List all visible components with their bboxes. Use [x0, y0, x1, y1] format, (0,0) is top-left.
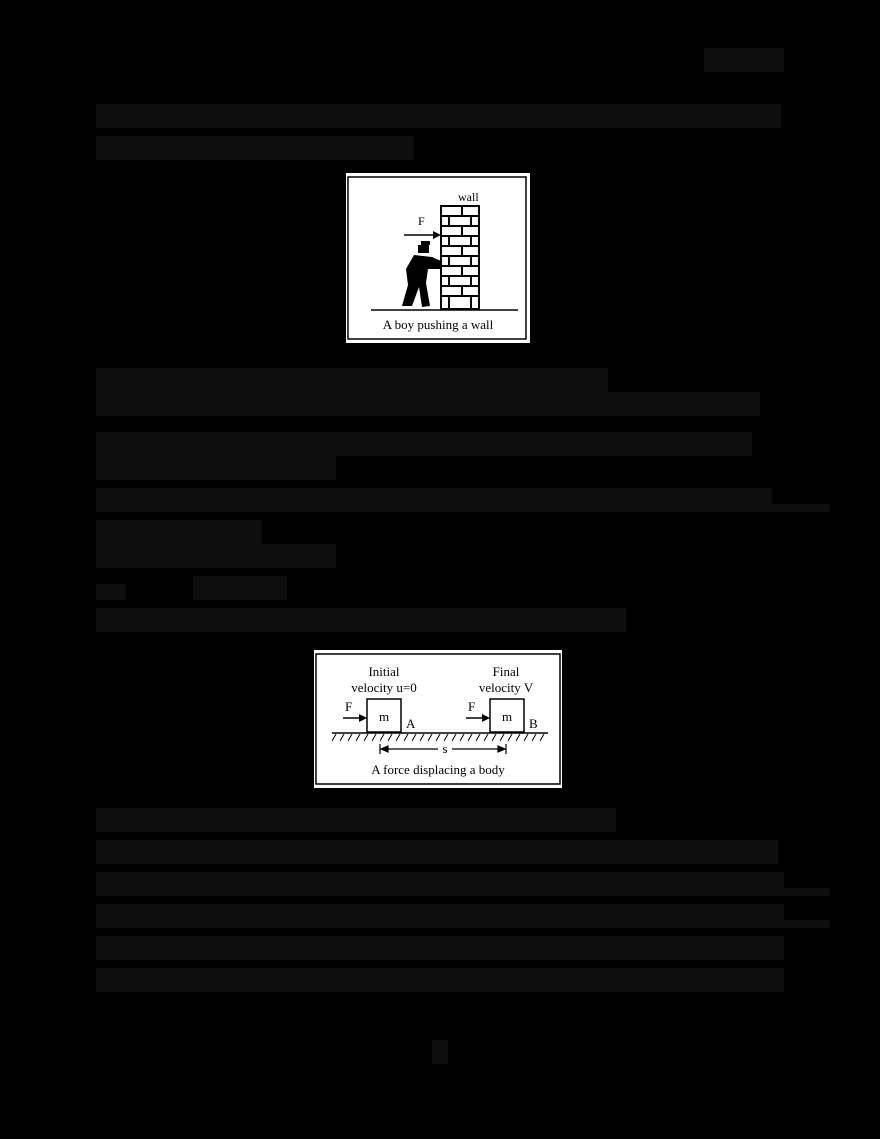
svg-text:F: F: [345, 699, 353, 714]
text-line: [193, 576, 287, 600]
svg-text:F: F: [418, 214, 425, 228]
text-line: [96, 840, 778, 864]
text-line: [96, 808, 616, 832]
text-line: [96, 608, 626, 632]
text-line: [96, 544, 336, 568]
svg-text:A: A: [406, 716, 416, 731]
text-line: [96, 456, 336, 480]
figure-boy-pushing-wall: [346, 173, 530, 343]
text-line: [96, 584, 126, 600]
text-line: [96, 968, 784, 992]
svg-text:B: B: [529, 716, 538, 731]
figure-force-displacing-body: [314, 650, 562, 788]
text-line: [96, 136, 414, 160]
text-line: [96, 392, 760, 416]
svg-text:velocity V: velocity V: [478, 680, 534, 695]
svg-text:Final: Final: [492, 664, 520, 679]
svg-text:m: m: [378, 709, 390, 724]
svg-text:Initial: Initial: [368, 664, 400, 679]
text-line: [96, 368, 608, 392]
svg-text:wall: wall: [458, 190, 479, 204]
header-label: [704, 48, 784, 72]
text-line: [96, 104, 781, 128]
svg-text:velocity u=0: velocity u=0: [351, 680, 417, 695]
text-line: [100, 920, 830, 928]
page-number: [432, 1040, 448, 1064]
svg-text:s: s: [442, 741, 448, 756]
svg-text:m: m: [501, 709, 513, 724]
svg-text:F: F: [468, 699, 476, 714]
text-line: [100, 888, 830, 896]
svg-text:A force displacing a body: A force displacing a body: [371, 762, 505, 777]
text-line: [96, 520, 262, 544]
text-line: [96, 432, 752, 456]
svg-text:A boy pushing a wall: A boy pushing a wall: [382, 317, 494, 332]
brick-wall: [441, 206, 479, 309]
text-line: [96, 936, 784, 960]
text-line: [100, 504, 830, 512]
